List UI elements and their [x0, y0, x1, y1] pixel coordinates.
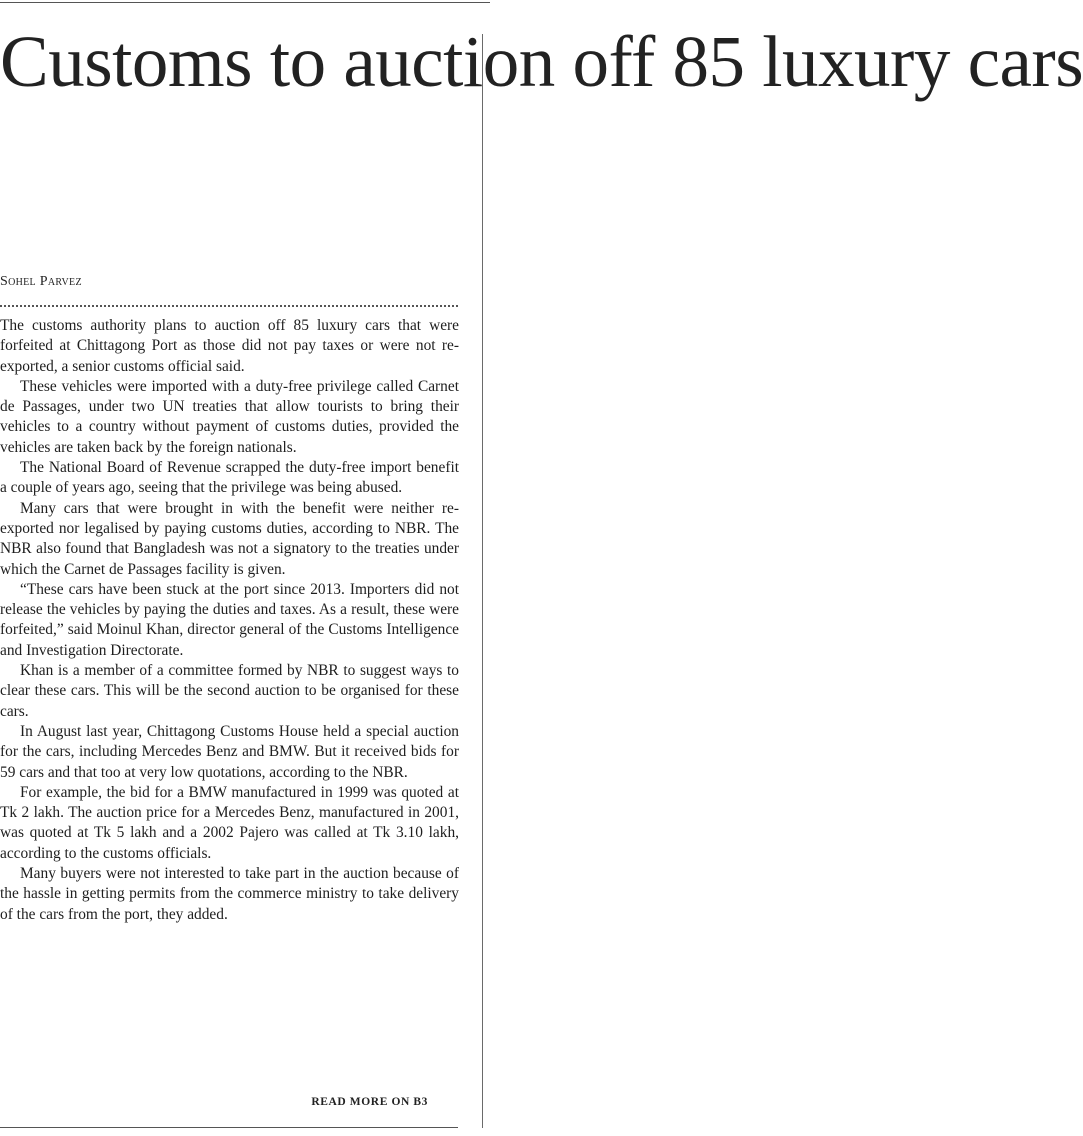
dotted-divider — [0, 305, 458, 307]
top-rule — [0, 2, 490, 3]
paragraph: Many cars that were brought in with the benefit were neither re-exported nor legalised by paying customs duties, according to NBR. The NBR also found that Bangladesh was not a signatory to the treaties under which the Carnet de Passages facility is given. — [0, 499, 459, 578]
byline: Sohel Parvez — [0, 274, 82, 289]
paragraph: These vehicles were imported with a duty-free privilege called Carnet de Passages, under two UN treaties that allow tourists to bring their vehicles to a country without payment of customs duties, provided the vehicles are taken back by the foreign nationals. — [0, 377, 459, 456]
paragraph: The customs authority plans to auction off 85 luxury cars that were forfeited at Chittagong Port as those did not pay taxes or were not re-exported, a senior customs official said. — [0, 317, 459, 375]
paragraph: Khan is a member of a committee formed by NBR to suggest ways to clear these cars. This will be the second auction to be organised for these cars. — [0, 662, 459, 720]
read-more-link[interactable]: READ MORE ON B3 — [311, 1096, 428, 1108]
column-divider — [482, 34, 483, 1128]
headline: Customs to auction off 85 luxury cars — [0, 21, 1083, 102]
paragraph: Many buyers were not interested to take part in the auction because of the hassle in getting permits from the commerce ministry to take delivery of the cars from the port, they added. — [0, 865, 459, 923]
paragraph: For example, the bid for a BMW manufactured in 1999 was quoted at Tk 2 lakh. The auction price for a Mercedes Benz, manufactured in 2001, was quoted at Tk 5 lakh and a 2002 Pajero was called at Tk 3.10 lakh, according to the customs officials. — [0, 783, 459, 862]
paragraph: The National Board of Revenue scrapped the duty-free import benefit a couple of years ago, seeing that the privilege was being abused. — [0, 459, 459, 497]
bottom-rule — [0, 1127, 458, 1128]
paragraph: In August last year, Chittagong Customs House held a special auction for the cars, including Mercedes Benz and BMW. But it received bids for 59 cars and that too at very low quotations, according to the NBR. — [0, 722, 459, 781]
article-body — [0, 316, 459, 925]
paragraph: “These cars have been stuck at the port since 2013. Importers did not release the vehicles by paying the duties and taxes. As a result, these were forfeited,” said Moinul Khan, director general of the Customs Intelligence and Investigation Directorate. — [0, 580, 459, 659]
